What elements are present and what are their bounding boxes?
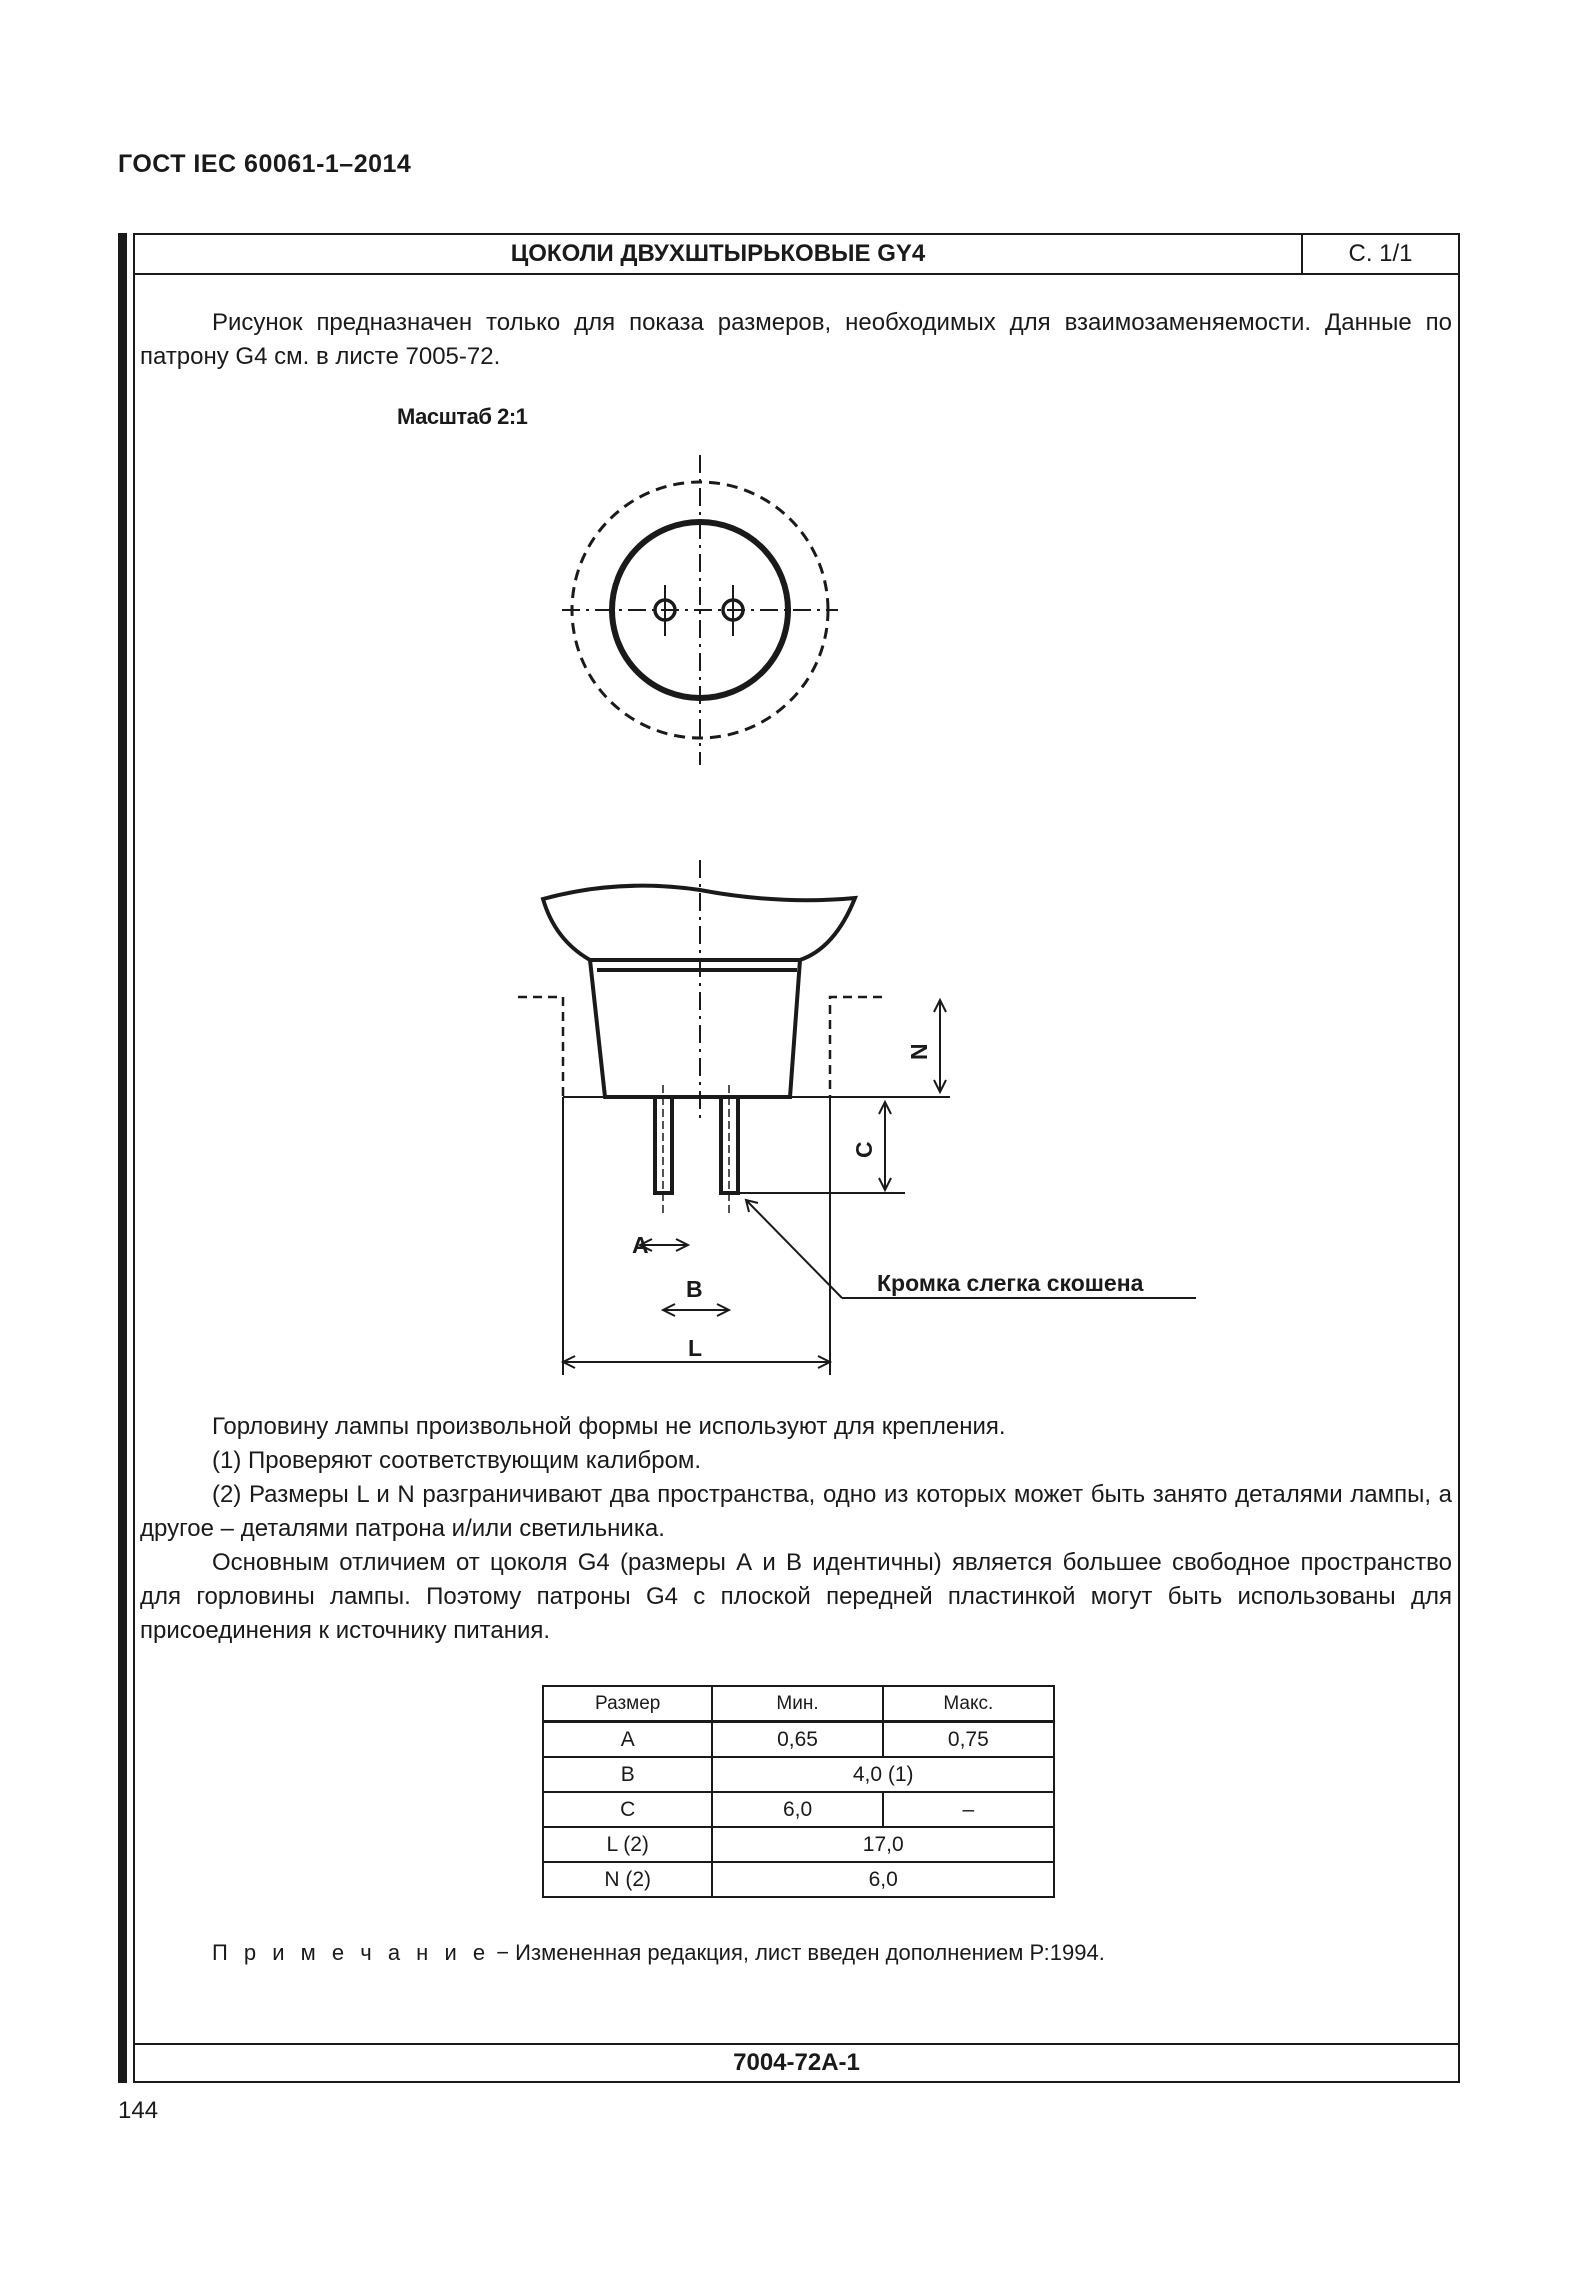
label-N: N bbox=[906, 1043, 932, 1060]
header-size: Размер bbox=[543, 1686, 712, 1722]
label-A: A bbox=[632, 1232, 649, 1258]
table-row bbox=[543, 1757, 1054, 1792]
header-min: Мин. bbox=[712, 1686, 882, 1722]
row-name: A bbox=[543, 1722, 712, 1758]
base-body bbox=[590, 960, 800, 1097]
footnote-text: − Измененная редакция, лист введен дополнением Р:1994. bbox=[496, 1940, 1105, 1965]
edge-leader bbox=[746, 1200, 842, 1298]
row-value: 17,0 bbox=[712, 1827, 1054, 1862]
header-max: Макс. bbox=[883, 1686, 1054, 1722]
label-C: C bbox=[851, 1141, 877, 1158]
intro-text: Рисунок предназначен только для показа размеров, необходимых для взаимозаменяемости. Данные по патрону G4 см. в листе 7005-72. bbox=[140, 309, 1452, 370]
left-space-boundary bbox=[518, 997, 563, 1097]
row-min: 0,65 bbox=[712, 1722, 882, 1758]
table-row bbox=[543, 1792, 1054, 1827]
row-max: – bbox=[883, 1792, 1054, 1827]
row-name: C bbox=[543, 1792, 712, 1827]
label-L: L bbox=[688, 1335, 703, 1361]
dimensions-table bbox=[542, 1685, 1055, 1898]
edge-note: Кромка слегка скошена bbox=[877, 1270, 1144, 1296]
label-B: B bbox=[686, 1276, 703, 1302]
table-row bbox=[543, 1827, 1054, 1862]
notes-block bbox=[140, 1410, 1452, 1648]
row-value: 4,0 (1) bbox=[712, 1757, 1054, 1792]
side-view bbox=[518, 860, 1196, 1375]
row-name: L (2) bbox=[543, 1827, 712, 1862]
top-view bbox=[562, 455, 838, 765]
note-p3: (2) Размеры L и N разграничивают два пространства, одно из которых может быть занято деталями лампы, а другое – деталями патрона и/или светильника. bbox=[140, 1481, 1452, 1542]
page-number: 144 bbox=[118, 2097, 159, 2124]
note-p1: Горловину лампы произвольной формы не используют для крепления. bbox=[212, 1413, 1006, 1440]
sheet-title: ЦОКОЛИ ДВУХШТЫРЬКОВЫЕ GY4 bbox=[510, 240, 926, 267]
note-p4: Основным отличием от цоколя G4 (размеры А и В идентичны) является большее свободное пространство для горловины лампы. Поэтому патроны G4 с плоской передней пластинкой могут быть использованы для присоединения к источнику питания. bbox=[140, 1549, 1452, 1644]
row-name: B bbox=[543, 1757, 712, 1792]
sheet-code: 7004-72А-1 bbox=[135, 2043, 1458, 2081]
row-value: 6,0 bbox=[712, 1862, 1054, 1897]
note-p2: (1) Проверяют соответствующим калибром. bbox=[212, 1447, 702, 1474]
sheet-page-number: С. 1/1 bbox=[1348, 240, 1413, 267]
scale-label: Масштаб 2:1 bbox=[397, 404, 528, 429]
footnote-label: П р и м е ч а н и е bbox=[212, 1940, 491, 1965]
row-min: 6,0 bbox=[712, 1792, 882, 1827]
footnote bbox=[212, 1940, 1105, 1966]
row-name: N (2) bbox=[543, 1862, 712, 1897]
table-header-row bbox=[543, 1686, 1054, 1722]
row-max: 0,75 bbox=[883, 1722, 1054, 1758]
table-row bbox=[543, 1862, 1054, 1897]
table-row bbox=[543, 1722, 1054, 1758]
standard-header: ГОСТ IEC 60061-1–2014 bbox=[118, 150, 412, 178]
right-space-boundary bbox=[830, 997, 882, 1097]
